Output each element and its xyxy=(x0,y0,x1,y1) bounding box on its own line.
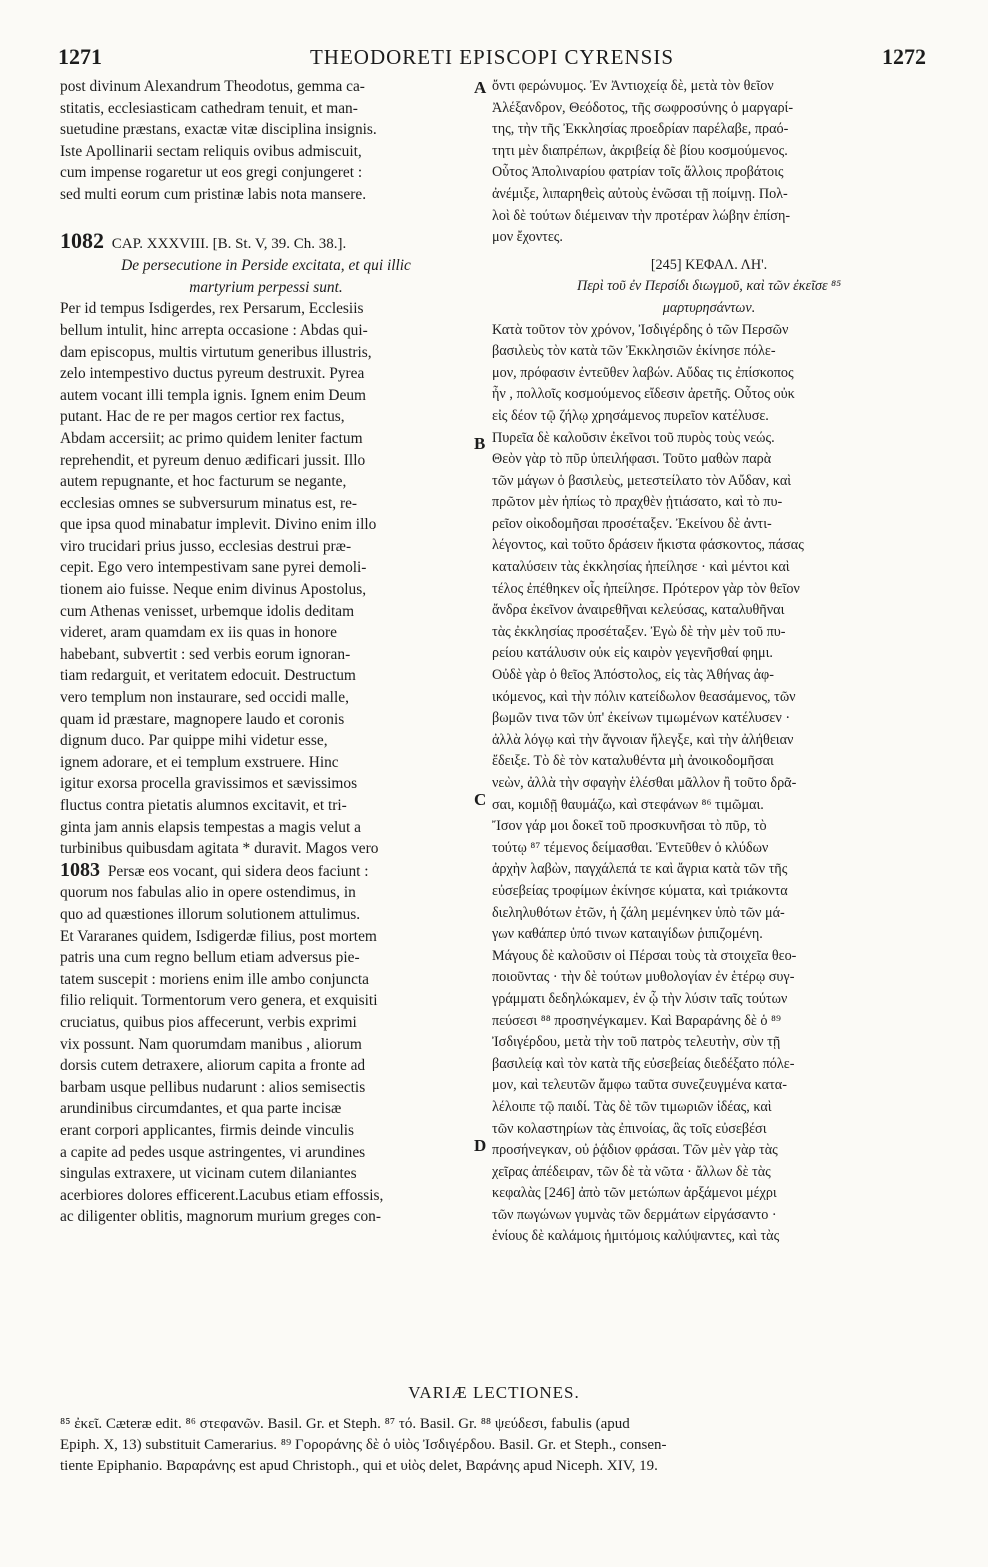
greek-text-line: διεληλυθότων ἐτῶν, ἡ ζάλη μεμένηκεν ὑπὸ τῶν μά- xyxy=(492,904,785,921)
latin-text-line: quo ad quæstiones illorum solutionem attulimus. xyxy=(60,905,361,923)
greek-text-line: εὐσεβείας τροφίμων ἐκίνησε κύματα, καὶ τριάκοντα xyxy=(492,882,788,899)
footnote-line: tiente Epiphanio. Βαραράνης est apud Christoph., qui et υἱὸς delet, Βαράνης apud Niceph. XIV, 19. xyxy=(60,1458,658,1474)
latin-text-line: reprehendit, et pyreum denuo ædificari jussit. Illo xyxy=(60,451,366,469)
greek-column xyxy=(492,76,926,1248)
latin-text-line: patris una cum regno bellum etiam adversus pie- xyxy=(60,949,360,967)
latin-text-line: dam episcopus, multis virtutum generibus illustris, xyxy=(60,343,372,361)
greek-text-line: Ἰσδιγέρδου, μετὰ τὴν τοῦ πατρὸς τελευτὴν, σὺν τῇ xyxy=(492,1034,781,1051)
latin-text-line: bellum intulit, hinc arrepta occasione : Abdas qui- xyxy=(60,321,368,339)
latin-text-line: cepit. Ego vero intempestivam sane pyrei demoli- xyxy=(60,559,367,577)
greek-text-line: ἐνίους δὲ καλάμοις ἡμιτόμοις καλύψαντες, καὶ τὰς xyxy=(492,1228,780,1245)
latin-chapter-heading xyxy=(60,227,472,256)
latin-text-line: Iste Apollinarii sectam reliquis ovibus admiscuit, xyxy=(60,142,362,160)
greek-text-line: κεφαλὰς [246] ἀπὸ τῶν μετώπων ἀρξάμενοι μέχρι xyxy=(492,1185,777,1202)
latin-subtitle-line2: martyrium perpessi sunt. xyxy=(189,278,343,296)
latin-text-line: fluctus contra pietatis alumnos excitavit, et tri- xyxy=(60,797,347,814)
greek-text-line: βασιλείᾳ καὶ τὸν κατὰ τῆς εὐσεβείας διεδέξατο πόλε- xyxy=(492,1055,795,1072)
greek-text-line: βασιλεὺς τὸν κατὰ τῶν Ἐκκλησιῶν ἐκίνησε πόλε- xyxy=(492,343,776,360)
greek-text-line: ἄνδρα ἐκεῖνον ἀναιρεθῆναι κελεύσας, καταλυθῆναι xyxy=(492,602,785,619)
latin-text-line: dignum duco. Par quippe mihi videtur esse, xyxy=(60,732,328,750)
page-header xyxy=(58,44,926,70)
running-title: THEODORETI EPISCOPI CYRENSIS xyxy=(309,45,675,69)
greek-text-line: τούτῳ ⁸⁷ τέμενος δείμασθαι. Ἐντεῦθεν ὁ κλύδων xyxy=(492,839,769,856)
margin-letter-c: C xyxy=(474,790,487,809)
latin-text-line: ginta jam annis elapsis tempestas a magis velut a xyxy=(60,818,361,836)
greek-text-line: Μάγους δὲ καλοῦσιν οἱ Πέρσαι τοὺς τὰ στοιχεῖα θεο- xyxy=(492,947,797,964)
latin-text-line: autem repugnante, et hoc facturum se negante, xyxy=(60,473,347,491)
greek-text-line: τῶν κολαστηρίων τὰς ἐπινοίας, ἃς τοῖς εὐσεβέσι xyxy=(492,1120,767,1137)
greek-text-line: ἀρχὴν λαβὼν, παγχάλεπά τε καὶ ἄγρια κατὰ τῶν τῆς xyxy=(492,861,788,878)
latin-text-line: quorum nos fabulas alio in opere ostendimus, in xyxy=(60,884,356,902)
greek-text-line: τῶν πωγώνων γυμνὰς τῶν δερμάτων εἰργάσαντο · xyxy=(492,1206,777,1223)
greek-text-line: Κατὰ τοῦτον τὸν χρόνον, Ἰσδιγέρδης ὁ τῶν Περσῶν xyxy=(492,321,789,338)
greek-text-line: γράμματι δεδηλώκαμεν, ἐν ᾧ τὴν λύσιν ταῖς τούτων xyxy=(492,990,788,1007)
greek-text-line: βωμῶν τινα τῶν ὑπ' ἐκείνων τιμωμένων κατέλυσεν · xyxy=(492,710,791,727)
greek-text-line: Θεὸν γὰρ τὸ πῦρ ὑπειλήφασι. Τοῦτο μαθὼν παρὰ xyxy=(492,451,772,468)
latin-text-line: ecclesias omnes se subversurum minatus est, re- xyxy=(60,494,358,512)
column-marker-1083: 1083 xyxy=(60,859,100,881)
latin-text-line: Per id tempus Isdigerdes, rex Persarum, Ecclesiis xyxy=(60,300,364,318)
greek-text-line: ἀνέμιξε, λιπαρηθεὶς αὐτοὺς ἑνῶσαι τῇ ποίμνῃ. Πολ- xyxy=(492,185,788,202)
latin-text-line: cum Athenas venisset, urbemque idolis deditam xyxy=(60,602,355,620)
latin-text-line: que ipsa quod minabatur implevit. Divino enim illo xyxy=(60,516,377,534)
greek-text-line: μον, καὶ τελευτῶν ἄμφω ταῦτα συνεζευγμένα κατα- xyxy=(492,1077,787,1094)
latin-text-line: tatem suscepit : moriens enim ille ambo conjuncta xyxy=(60,970,370,988)
greek-chapter-heading: [245] ΚΕΦΑΛ. ΛΗ'. xyxy=(650,256,768,273)
footnote-line: ⁸⁵ ἐκεῖ. Cæteræ edit. ⁸⁶ στεφανῶν. Basil. Gr. et Steph. ⁸⁷ τό. Basil. Gr. ⁸⁸ ψεύδεσι, fabulis (apud xyxy=(60,1416,630,1432)
latin-chapter-title: CAP. XXXVIII. [B. St. V, 39. Ch. 38.]. xyxy=(111,235,347,252)
latin-text-line: post divinum Alexandrum Theodotus, gemma ca- xyxy=(60,78,365,95)
latin-text-line: Et Vararanes quidem, Isdigerdæ filius, post mortem xyxy=(60,927,377,945)
latin-text-line: sed multi eorum cum pristinæ labis nota mansere. xyxy=(60,185,367,203)
latin-body-continued xyxy=(60,882,472,1228)
latin-text-line: filio reliquit. Tormentorum vero genera, et exquisiti xyxy=(60,992,378,1010)
latin-text-line: videret, aram quamdam ex iis quas in honore xyxy=(60,624,337,642)
greek-text-line: Οὗτος Ἀπολιναρίου φατρίαν τοῖς ἄλλοις προβάτοις xyxy=(492,164,784,181)
latin-text-line: tiam redarguit, et veritatem edocuit. Destructum xyxy=(60,667,356,685)
latin-text-line: ignem adorare, et ei templum exstruere. Hinc xyxy=(60,753,339,771)
greek-subtitle-line1: Περὶ τοῦ ἐν Περσίδι διωγμοῦ, καὶ τῶν ἐκεῖσε ⁸⁵ xyxy=(576,278,842,295)
latin-text-line: suetudine præstans, exactæ vitæ disciplina insignis. xyxy=(60,121,377,139)
latin-text-line: cum impense rogaretur ut eos gregi conjungeret : xyxy=(60,164,363,182)
greek-text-line: πρῶτον μὲν ἠπίως τὸ πραχθὲν ᾐτιάσατο, καὶ τὸ πυ- xyxy=(492,494,783,511)
greek-text-line: γων καθάπερ ὑπό τινων καταιγίδων ῥιπιζομένη. xyxy=(492,926,763,943)
margin-letter-b: B xyxy=(474,434,486,453)
greek-text-line: τέλος ἐπέθηκεν οἷς ἠπείλησε. Πρότερον γὰρ τὸν θεῖον xyxy=(492,580,800,597)
greek-text-line: Ἀλέξανδρον, Θεόδοτος, τῆς σωφροσύνης ὁ μαργαρί- xyxy=(492,99,794,116)
greek-text-line: μον, πρόφασιν ἐντεῦθεν λαβών. Αὔδας τις ἐπίσκοπος xyxy=(492,364,794,381)
latin-text-line: barbam usque pellibus nudarunt : alios semisectis xyxy=(60,1078,366,1096)
latin-text-line: putant. Hac de re per magos certior rex factus, xyxy=(60,408,345,426)
latin-text-line: vero templum non instaurare, sed occidi malle, xyxy=(60,689,349,707)
margin-letter-a: A xyxy=(474,78,487,97)
greek-text-line: Οὐδὲ γὰρ ὁ θεῖος Ἀπόστολος, εἰς τὰς Ἀθήνας ἀφ- xyxy=(492,667,774,684)
latin-text-line: habebant, subvertit : sed verbis eorum ignoran- xyxy=(60,645,351,663)
greek-text-line: προσήνεγκαν, οὐ ῥᾴδιον φράσαι. Τῶν μὲν γὰρ τὰς xyxy=(492,1142,778,1159)
greek-text-line: ἦν , πολλοῖς κοσμούμενος εἴδεσιν ἀρετῆς. Οὗτος οὐκ xyxy=(492,386,795,403)
latin-text-line: a capite ad pedes usque astringentes, vi arundines xyxy=(60,1143,366,1161)
right-column-number: 1272 xyxy=(882,44,926,69)
greek-text-line: λοὶ δὲ τούτων διέμειναν τὴν προτέραν λώβην ἐπίση- xyxy=(492,207,791,224)
margin-letter-d: D xyxy=(474,1136,487,1155)
greek-paragraph-intro xyxy=(492,76,926,249)
greek-text-line: τὰς ἐκκλησίας προσέταξεν. Ἐγὼ δὲ τὴν μὲν τοῦ πυ- xyxy=(492,623,786,640)
latin-text-line: Abdam accersiit; ac primo quidem leniter factum xyxy=(60,429,363,447)
footnotes xyxy=(60,1414,926,1477)
latin-text-line: igitur exorsa procella gravissimos et sævissimos xyxy=(60,775,358,793)
greek-body xyxy=(492,320,926,1249)
latin-text-line: arundinibus circumdantes, et qua parte incisæ xyxy=(60,1100,342,1118)
latin-paragraph-intro xyxy=(60,76,472,206)
latin-text-line: stitatis, ecclesiasticam cathedram tenuit, et man- xyxy=(60,99,358,117)
greek-text-line: ὄντι φερώνυμος. Ἐν Ἀντιοχείᾳ δὲ, μετὰ τὸν θεῖον xyxy=(492,78,774,94)
greek-text-line: χεῖρας ἀπέδειραν, τῶν δὲ τὰ νῶτα · ἄλλων δὲ τὰς xyxy=(492,1163,771,1180)
greek-text-line: πεύσεσι ⁸⁸ προσηνέγκαμεν. Καὶ Βαραράνης δὲ ὁ ⁸⁹ xyxy=(492,1012,781,1029)
latin-text-line: singulas extraxere, ut vicinam cutem dilaniantes xyxy=(60,1165,357,1183)
latin-text-line: quam id præstare, magnopere laudo et coronis xyxy=(60,710,345,728)
greek-text-line: λέγοντος, καὶ τοῦτο δράσειν ἥκιστα φάσκοντος, πάσας xyxy=(492,537,804,554)
latin-text-line: ac diligenter oblitis, magnorum murium greges con- xyxy=(60,1208,381,1226)
latin-subtitle-line1: De persecutione in Perside excitata, et qui illic xyxy=(121,257,411,275)
latin-text-line: cruciatus, quibus pios affecerunt, verbis exprimi xyxy=(60,1013,357,1031)
greek-text-line: νεὼν, ἀλλὰ τὴν σφαγὴν ἑλέσθαι μᾶλλον ἢ τοῦτο δρᾶ- xyxy=(492,775,797,791)
greek-subtitle-line2: μαρτυρησάντων. xyxy=(662,299,756,316)
latin-text-line: viro trucidari prius jusso, ecclesias destrui præ- xyxy=(60,537,352,555)
latin-line-1083-text: Persæ eos vocant, qui sidera deos faciunt : xyxy=(107,862,369,880)
greek-text-line: Πυρεῖα δὲ καλοῦσιν ἐκεῖνοι τοῦ πυρὸς τοὺς νεώς. xyxy=(492,429,775,446)
latin-line-1083 xyxy=(60,860,472,883)
left-column-number: 1271 xyxy=(58,44,102,69)
greek-text-line: ρείου κατάλυσιν οὐκ εἰς καιρὸν γεγενῆσθαί φημι. xyxy=(492,645,773,662)
footnote-line: Epiph. X, 13) substituit Camerarius. ⁸⁹ Γοροράνης δὲ ὁ υἱὸς Ἰσδιγέρδου. Basil. Gr. et Steph., consen- xyxy=(60,1437,667,1453)
latin-text-line: acerbiores dolores efficerent.Lacubus etiam effossis, xyxy=(60,1186,384,1204)
greek-text-line: ἀλλὰ λόγῳ καὶ τὴν ἄγνοιαν ἤλεγξε, καὶ τὴν ἀλήθειαν xyxy=(492,731,794,748)
greek-text-line: ρεῖον οἰκοδομῆσαι προσέταξεν. Ἐκείνου δὲ ἀντι- xyxy=(492,515,772,532)
latin-text-line: dorsis cutem detraxere, aliorum capita a fronte ad xyxy=(60,1057,366,1075)
greek-text-line: τῶν μάγων ὁ βασιλεὺς, μετεστείλατο τὸν Αὔδαν, καὶ xyxy=(492,472,792,489)
latin-text-line: zelo intempestivo ductus pyreum destruxit. Pyrea xyxy=(60,365,365,383)
greek-text-line: της, τὴν τῆς Ἐκκλησίας προεδρίαν παρέλαβε, πραό- xyxy=(492,121,789,138)
greek-text-line: Ἴσον γάρ μοι δοκεῖ τοῦ προσκυνῆσαι τὸ πῦρ, τὸ xyxy=(492,818,767,835)
latin-column xyxy=(60,76,472,1228)
latin-body xyxy=(60,298,472,859)
greek-text-line: εἰς δέον τῷ ζήλῳ χρησάμενος πυρεῖον κατέλυσε. xyxy=(492,407,769,424)
greek-text-line: σαι, κομιδῇ θαυμάζω, καὶ στεφάνων ⁸⁶ τιμῶμαι. xyxy=(492,796,764,813)
greek-text-line: λέλοιπε τῷ παιδί. Τὰς δὲ τῶν τιμωριῶν ἰδέας, καὶ xyxy=(492,1098,772,1115)
greek-text-line: ποιοῦντας · τὴν δὲ τούτων μυθολογίαν ἐν ἑτέρῳ συγ- xyxy=(492,969,795,986)
variae-lectiones-heading: VARIÆ LECTIONES. xyxy=(408,1383,580,1402)
latin-text-line: vix possunt. Nam quorumdam manibus , aliorum xyxy=(60,1035,362,1053)
greek-text-line: ἔδειξε. Τὸ δὲ τὸν καταλυθέντα μὴ ἀνοικοδομῆσαι xyxy=(492,753,774,770)
latin-text-line: erant corpori applicantes, firmis deinde vinculis xyxy=(60,1121,355,1139)
column-marker-1082: 1082 xyxy=(60,227,104,253)
greek-text-line: καταλύσειν τὰς ἐκκλησίας ἠπείλησε · καὶ μέντοι καὶ xyxy=(492,559,790,576)
greek-text-line: τητι μὲν διαπρέπων, ἀκριβείᾳ δὲ βίου κοσμούμενος. xyxy=(492,142,788,159)
latin-text-line: turbinibus quibusdam agitata * duravit. Magos vero xyxy=(60,840,379,858)
latin-text-line: tionem aio fuisse. Neque enim divinus Apostolus, xyxy=(60,581,367,599)
greek-text-line: ικόμενος, καὶ τὴν πόλιν κατείδωλον θεασάμενος, τῶν xyxy=(492,688,796,705)
greek-text-line: μον ἔχοντες. xyxy=(492,229,563,246)
latin-text-line: autem vocant illi templa ignis. Ignem enim Deum xyxy=(60,386,367,404)
